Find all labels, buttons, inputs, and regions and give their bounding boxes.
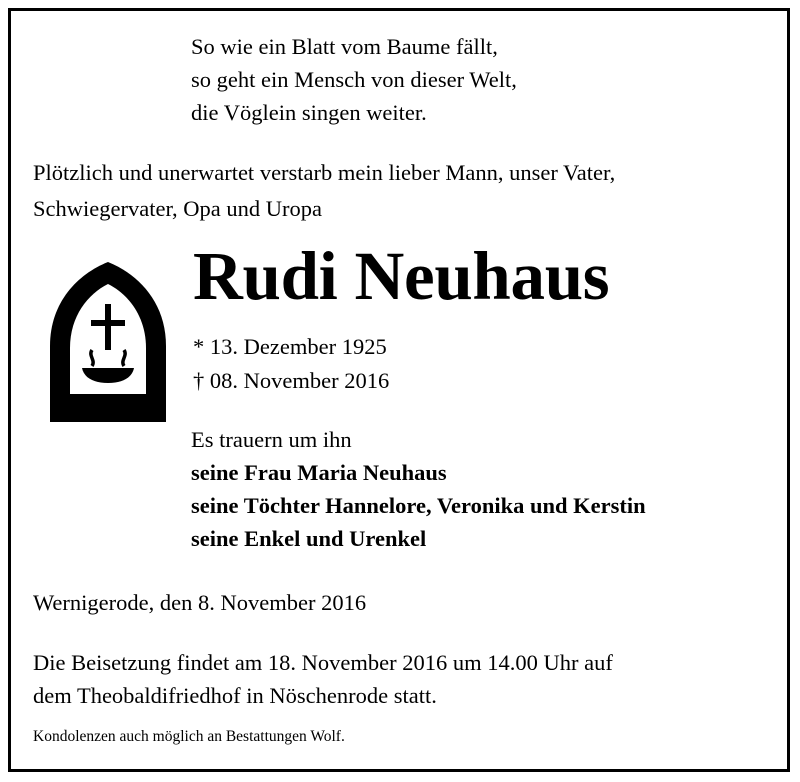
poem-line: die Vöglein singen weiter. xyxy=(191,100,427,125)
funeral-line: Die Beisetzung findet am 18. November 2016 um 14.00 Uhr auf xyxy=(33,650,613,675)
poem xyxy=(191,30,517,129)
intro-line: Plötzlich und unerwartet verstarb mein lieber Mann, unser Vater, xyxy=(33,160,616,185)
birth-date: * 13. Dezember 1925 xyxy=(193,334,387,359)
mourners-list xyxy=(191,423,646,555)
funeral-notice xyxy=(33,646,613,712)
poem-line: so geht ein Mensch von dieser Welt, xyxy=(191,67,517,92)
place-date: Wernigerode, den 8. November 2016 xyxy=(33,590,367,615)
mourner-line: seine Töchter Hannelore, Veronika und Kerstin xyxy=(191,493,646,518)
mourners-heading: Es trauern um ihn xyxy=(191,427,352,452)
condolence-note: Kondolenzen auch möglich an Bestattungen Wolf. xyxy=(33,728,345,745)
mourner-line: seine Frau Maria Neuhaus xyxy=(191,460,447,485)
life-dates xyxy=(193,330,389,398)
church-window-cross-icon xyxy=(48,262,168,426)
poem-line: So wie ein Blatt vom Baume fällt, xyxy=(191,34,498,59)
intro-text xyxy=(33,155,615,227)
death-date: † 08. November 2016 xyxy=(193,368,390,393)
mourner-line: seine Enkel und Urenkel xyxy=(191,526,427,551)
funeral-line: dem Theobaldifriedhof in Nöschenrode statt. xyxy=(33,683,437,708)
intro-line: Schwiegervater, Opa und Uropa xyxy=(33,196,322,221)
deceased-name: Rudi Neuhaus xyxy=(193,238,610,314)
